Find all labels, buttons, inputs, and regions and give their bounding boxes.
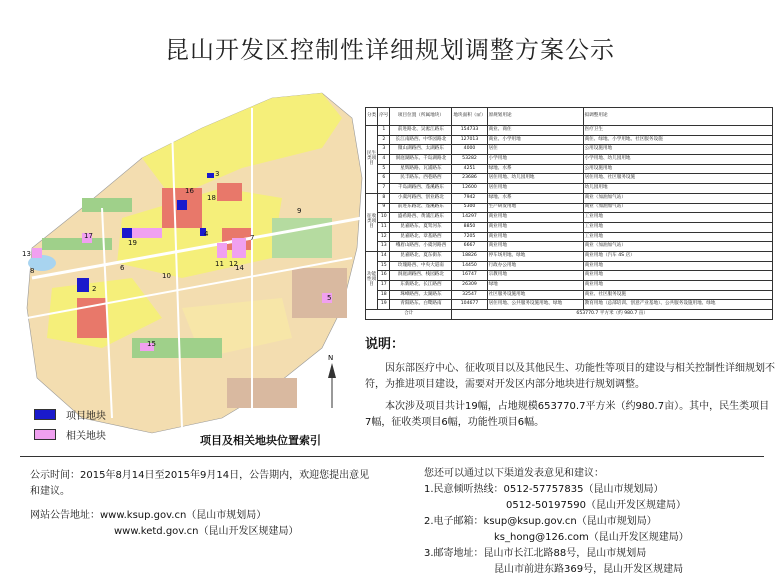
table-cell: 6667 [452, 242, 487, 252]
map-marker-6: 6 [120, 264, 125, 272]
table-total-row [366, 310, 773, 320]
map-caption: 项目及相关地块位置索引 [200, 434, 321, 447]
total-value: 653770.7 平方米（约 980.7 亩） [452, 310, 773, 320]
table-cell: 工业用地 [583, 222, 772, 232]
table-cell: 商业用地 [583, 261, 772, 271]
table-row [366, 145, 773, 155]
table-cell: 社区服务设施用地 [487, 290, 583, 300]
mail-address-1: 昆山市长江北路88号，昆山市规划局 [483, 548, 647, 559]
table-cell: 小虞河路西、创业路北 [390, 193, 452, 203]
table-cell: 商业、社区服务设施 [583, 290, 772, 300]
map-marker-2: 2 [92, 285, 97, 293]
explanation-para-1: 因东部医疗中心、征收项目以及其他民生、功能性等项目的建设与相关控制性详细规划不符，为推进项目建设，需要对开发区内部分地块进行规划调整。 [365, 363, 775, 390]
table-cell: 幼儿园用地 [583, 184, 772, 194]
table-cell: 珠峰路西、太湖路东 [390, 290, 452, 300]
table-cell: 居住用地、公共服务设施用地、绿地 [487, 300, 583, 310]
table-row [366, 242, 773, 252]
table-cell: 商业（加油加气站） [583, 203, 772, 213]
table-cell: 2 [378, 135, 390, 145]
notice-section [30, 468, 370, 540]
table-cell: 医疗卫生 [583, 126, 772, 136]
table-cell: 绿地、水系 [487, 164, 583, 174]
table-row [366, 203, 773, 213]
table-cell: 洞庭湖路东、千岛湖路北 [390, 155, 452, 165]
table-row [366, 193, 773, 203]
table-cell: 居住用地 [487, 184, 583, 194]
table-cell: 绿地 [487, 281, 583, 291]
legend-swatch [34, 409, 56, 420]
table-cell: 商业用地 [487, 232, 583, 242]
table-cell: 商业（加油加气站） [583, 193, 772, 203]
explanation [365, 337, 775, 431]
table-cell: 青阳路东、白鹭路南 [390, 300, 452, 310]
table-cell: 14297 [452, 213, 487, 223]
table-group-label: 功能性项目 [366, 251, 378, 309]
website-link-1[interactable]: www.ksup.gov.cn（昆山市规划局） [100, 510, 267, 521]
legend-item-related: 相关地块 [34, 424, 106, 444]
compass-icon [328, 354, 336, 408]
map-marker-8: 8 [30, 267, 35, 275]
total-label: 合计 [366, 310, 452, 320]
table-row [366, 300, 773, 310]
table-row [366, 126, 773, 136]
map-marker-18: 18 [207, 194, 216, 202]
table-group-label: 征收类项目 [366, 193, 378, 251]
table-cell: 行政办公用地 [487, 261, 583, 271]
table-row [366, 251, 773, 261]
table-cell: 5 [378, 164, 390, 174]
table-cell: 23686 [452, 174, 487, 184]
table-cell: 商业用地 [487, 242, 583, 252]
table-cell: 工业用地 [583, 232, 772, 242]
map-marker-16: 16 [185, 187, 194, 195]
table-cell: 东新路北、长江路西 [390, 281, 452, 291]
table-cell: 盛希路西、黄浦江路东 [390, 213, 452, 223]
contact-section [424, 466, 774, 578]
table-cell: 小学用地 [487, 155, 583, 165]
table-cell: 32547 [452, 290, 487, 300]
mail-address-2: 昆山市前进东路369号，昆山开发区规建局 [494, 564, 684, 575]
email-1[interactable]: ksup@ksup.gov.cn（昆山市规划局） [483, 516, 657, 527]
svg-text:N: N [328, 354, 334, 362]
hotline-row: 1.民意倾听热线：0512-57757835（昆山市规划局） [424, 484, 664, 495]
table-cell: 商业、小学用地 [487, 135, 583, 145]
table-cell: 10 [378, 213, 390, 223]
map-marker-10: 10 [162, 272, 171, 280]
table-cell: 玫瑰路西、中央大道南 [390, 261, 452, 271]
table-cell: 公用设施用地 [583, 164, 772, 174]
table-cell: 绿地、水系 [487, 193, 583, 203]
table-row [366, 222, 773, 232]
table-cell: 居住用地、社区服务设施 [583, 174, 772, 184]
notice-website-row: 网站公告地址：www.ksup.gov.cn（昆山市规划局） [30, 510, 267, 521]
map-legend [34, 404, 106, 444]
table-header: 项目位置（所属地块） [390, 108, 452, 126]
notice-period: 公示时间：2015年8月14日至2015年9月14日，公告期内，欢迎您提出意见和建议。 [30, 470, 370, 497]
legend-item-project: 项目地块 [34, 404, 106, 424]
contact-intro: 您还可以通过以下渠道发表意见和建议： [424, 468, 604, 479]
table-cell: 前进东路北、蓬溪路东 [390, 203, 452, 213]
legend-swatch [34, 429, 56, 440]
table-row [366, 184, 773, 194]
table-row [366, 164, 773, 174]
table-cell: 峨眉山路西、小虞河路西 [390, 242, 452, 252]
project-table [365, 107, 773, 320]
map-marker-4: 4 [204, 230, 209, 238]
table-row [366, 232, 773, 242]
table-cell: 商住、绿地、小学用地、社区服务设施 [583, 135, 772, 145]
table-cell: 5300 [452, 203, 487, 213]
table-cell: 3 [378, 145, 390, 155]
table-row [366, 135, 773, 145]
table-cell: 19 [378, 300, 390, 310]
table-cell: 前进路北、吴淞江路东 [390, 126, 452, 136]
table-cell: 16747 [452, 271, 487, 281]
table-cell: 13 [378, 242, 390, 252]
map-marker-7: 7 [250, 234, 255, 242]
table-cell: 154733 [452, 126, 487, 136]
divider [20, 456, 764, 457]
explanation-heading: 说明： [365, 337, 405, 352]
table-cell: 26309 [452, 281, 487, 291]
table-cell: 生产研发用地 [487, 203, 583, 213]
table-cell: 商业用地 [487, 222, 583, 232]
table-cell: 104677 [452, 300, 487, 310]
table-cell: 15 [378, 261, 390, 271]
table-cell: 商业（加油加气站） [583, 242, 772, 252]
map-marker-9: 9 [297, 207, 302, 215]
table-row [366, 290, 773, 300]
table-cell: 17 [378, 281, 390, 291]
table-cell: 昆嘉路北、章基路西 [390, 232, 452, 242]
hotline-2[interactable]: 0512-50197590（昆山开发区规建局） [506, 500, 686, 511]
table-cell: 商业用地（汽车 4S 店） [583, 251, 772, 261]
table-header: 分类 [366, 108, 378, 126]
map-marker-13: 13 [22, 250, 31, 258]
table-cell: 8850 [452, 222, 487, 232]
email-row: 2.电子邮箱：ksup@ksup.gov.cn（昆山市规划局） [424, 516, 657, 527]
table-cell: 16 [378, 271, 390, 281]
table-cell: 6 [378, 174, 390, 184]
table-row [366, 213, 773, 223]
map-marker-3: 3 [215, 170, 220, 178]
table-cell: 7 [378, 184, 390, 194]
table-cell: 宗教用地 [487, 271, 583, 281]
table-cell: 8 [378, 193, 390, 203]
map-marker-19: 19 [128, 239, 137, 247]
page-title: 昆山开发区控制性详细规划调整方案公示 [165, 36, 615, 64]
mail-row: 3.邮寄地址：昆山市长江北路88号，昆山市规划局 [424, 548, 647, 559]
table-group-label: 民生类项目 [366, 126, 378, 194]
table-cell: 居住 [487, 145, 583, 155]
table-cell: 18 [378, 290, 390, 300]
table-cell: 居住用地、幼儿园用地 [487, 174, 583, 184]
table-cell: 127013 [452, 135, 487, 145]
map-marker-14: 14 [235, 264, 244, 272]
table-cell: 民丰路东、西巷路西 [390, 174, 452, 184]
table-cell: 4251 [452, 164, 487, 174]
table-cell: 工业用地 [583, 213, 772, 223]
explanation-para-2: 本次涉及项目共计19幅，占地规模653770.7平方米（约980.7亩）。其中，民生类项目7幅，征收类项目6幅，功能性项目6幅。 [365, 401, 770, 428]
table-cell: 公用设施用地 [583, 145, 772, 155]
table-cell: 14450 [452, 261, 487, 271]
table-row [366, 261, 773, 271]
table-cell: 1 [378, 126, 390, 136]
planning-map [22, 88, 370, 450]
table-header: 地块面积（㎡） [452, 108, 487, 126]
table-cell: 商业用地 [583, 271, 772, 281]
table-cell: 7942 [452, 193, 487, 203]
table-cell: 7205 [452, 232, 487, 242]
map-marker-5: 5 [327, 294, 332, 302]
map-marker-15: 15 [147, 340, 156, 348]
table-cell: 4 [378, 155, 390, 165]
table-row [366, 271, 773, 281]
table-row [366, 174, 773, 184]
table-header: 序号 [378, 108, 390, 126]
table-row [366, 155, 773, 165]
table-cell: 12600 [452, 184, 487, 194]
table-cell: 商业、商住 [487, 126, 583, 136]
table-cell: 微山湖路西、太湖路东 [390, 145, 452, 155]
table-row [366, 281, 773, 291]
map-marker-11: 11 [215, 260, 224, 268]
table-cell: 长江南路西、中华园路北 [390, 135, 452, 145]
table-cell: 小学用地、幼儿园用地 [583, 155, 772, 165]
table-cell: 4000 [452, 145, 487, 155]
table-cell: 昆嘉路北、夏东街东 [390, 251, 452, 261]
table-cell: 53282 [452, 155, 487, 165]
table-cell: 18826 [452, 251, 487, 261]
map-marker-12: 12 [229, 260, 238, 268]
table-cell: 教育用地（总部培训、创意产业基地）、公共服务设施用地、绿地 [583, 300, 772, 310]
hotline-1[interactable]: 0512-57757835（昆山市规划局） [503, 484, 664, 495]
table-cell: 商业用地 [583, 281, 772, 291]
table-cell: 9 [378, 203, 390, 213]
table-cell: 11 [378, 222, 390, 232]
table-cell: 洞庭湖路西、栈园路北 [390, 271, 452, 281]
table-cell: 商业用地 [487, 213, 583, 223]
table-cell: 星辉路路、瓦浦路东 [390, 164, 452, 174]
table-cell: 千岛湖路西、蓬溪路东 [390, 184, 452, 194]
table-cell: 停车场用地、绿地 [487, 251, 583, 261]
website-link-2[interactable]: www.ketd.gov.cn（昆山开发区规建局） [114, 526, 299, 537]
map-graphic [22, 88, 370, 450]
table-cell: 14 [378, 251, 390, 261]
table-cell: 12 [378, 232, 390, 242]
table-cell: 昆嘉路东、夏驾河东 [390, 222, 452, 232]
table-header: 原规划用途 [487, 108, 583, 126]
table-header: 拟调整用途 [583, 108, 772, 126]
email-2[interactable]: ks_hong@126.com（昆山开发区规建局） [494, 532, 689, 543]
map-marker-17: 17 [84, 232, 93, 240]
